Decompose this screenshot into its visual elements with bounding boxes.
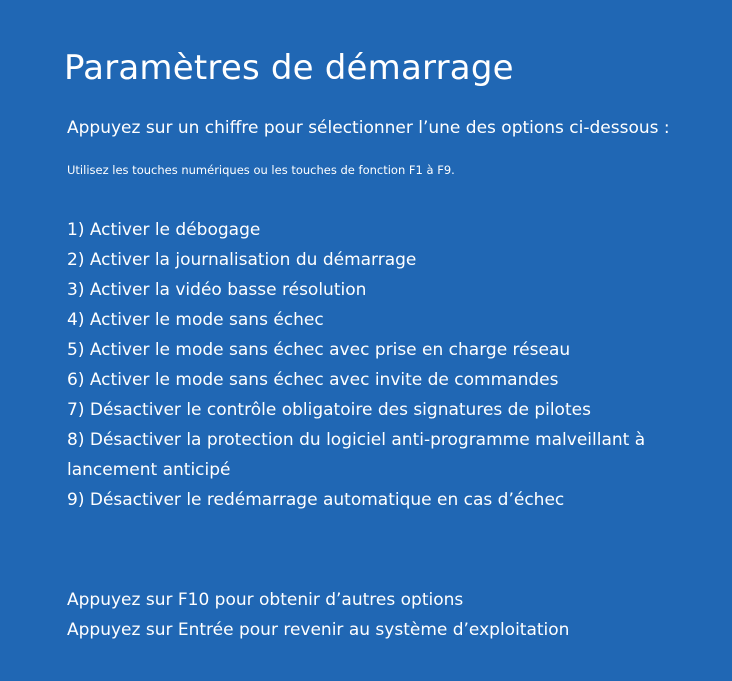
option-disable-automatic-restart[interactable]: 9) Désactiver le redémarrage automatique en cas d’échec (67, 490, 565, 510)
option-enable-low-resolution-video[interactable]: 3) Activer la vidéo basse résolution (67, 280, 367, 300)
option-disable-early-launch-antimalware[interactable]: 8) Désactiver la protection du logiciel anti-programme malveillant à lancement anticipé (67, 430, 646, 480)
footer-instructions (67, 585, 569, 645)
instruction-text: Appuyez sur un chiffre pour sélectionner l’une des options ci-dessous : (67, 118, 670, 138)
key-hint-text: Utilisez les touches numériques ou les touches de fonction F1 à F9. (67, 163, 455, 177)
option-enable-debugging[interactable]: 1) Activer le débogage (67, 220, 261, 240)
page-title: Paramètres de démarrage (64, 48, 514, 88)
return-to-os-prompt[interactable]: Appuyez sur Entrée pour revenir au système d’exploitation (67, 620, 570, 640)
option-enable-safe-mode-networking[interactable]: 5) Activer le mode sans échec avec prise en charge réseau (67, 340, 571, 360)
option-enable-safe-mode-command-prompt[interactable]: 6) Activer le mode sans échec avec invite de commandes (67, 370, 559, 390)
startup-options-list (67, 215, 687, 515)
option-enable-safe-mode[interactable]: 4) Activer le mode sans échec (67, 310, 324, 330)
option-disable-driver-signature-enforcement[interactable]: 7) Désactiver le contrôle obligatoire des signatures de pilotes (67, 400, 591, 420)
more-options-prompt[interactable]: Appuyez sur F10 pour obtenir d’autres options (67, 590, 464, 610)
option-enable-boot-logging[interactable]: 2) Activer la journalisation du démarrage (67, 250, 417, 270)
